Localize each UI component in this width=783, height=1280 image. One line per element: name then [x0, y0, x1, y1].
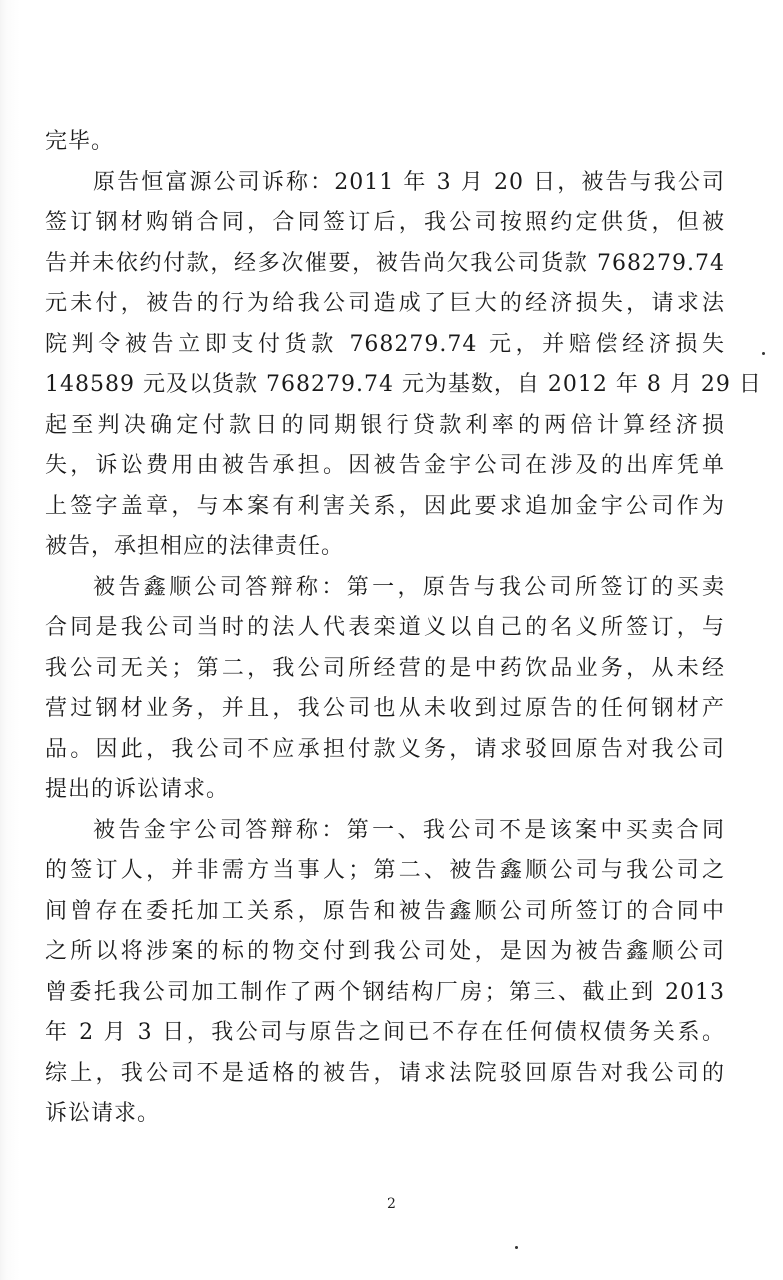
paragraph-line: 被告鑫顺公司答辩称：第一，原告与我公司所签订的买卖 [93, 574, 725, 600]
paragraph-line: 营过钢材业务，并且，我公司也从未收到过原告的任何钢材产 [45, 696, 725, 721]
paragraph-line: 间曾存在委托加工关系，原告和被告鑫顺公司所签订的合同中 [45, 898, 725, 924]
paragraph-line: 上签字盖章，与本案有利害关系，因此要求追加金宇公司作为 [45, 493, 725, 519]
paragraph-line: 的签订人，并非需方当事人；第二、被告鑫顺公司与我公司之 [45, 858, 725, 883]
paragraph-line: 年 2 月 3 日，我公司与原告之间已不存在任何债权债务关系。 [45, 1020, 725, 1045]
paragraph-line: 被告，承担相应的法律责任。 [45, 534, 345, 559]
paragraph-line: 被告金宇公司答辩称：第一、我公司不是该案中买卖合同 [93, 817, 725, 843]
paragraph-line: 品。因此，我公司不应承担付款义务，请求驳回原告对我公司 [45, 736, 725, 762]
paragraph-line: 综上，我公司不是适格的被告，请求法院驳回原告对我公司的 [45, 1060, 725, 1086]
paragraph-line: 签订钢材购销合同，合同签订后，我公司按照约定供货，但被 [45, 210, 725, 235]
paragraph-line: 诉讼请求。 [45, 1101, 161, 1126]
paragraph-line: 148589 元及以货款 768279.74 元为基数，自 2012 年 8 月 29 日 [45, 372, 762, 397]
scan-speck [515, 1246, 518, 1249]
paragraph-line: 之所以将涉案的标的物交付到我公司处，是因为被告鑫顺公司 [45, 939, 725, 964]
paragraph-line: 告并未依约付款，经多次催要，被告尚欠我公司货款 768279.74 [45, 250, 725, 276]
paragraph-line: 完毕。 [45, 129, 115, 154]
paragraph-line: 原告恒富源公司诉称：2011 年 3 月 20 日，被告与我公司 [93, 169, 725, 195]
paragraph-line: 合同是我公司当时的法人代表栾道义以自己的名义所签订，与 [45, 615, 725, 640]
paragraph-line: 曾委托我公司加工制作了两个钢结构厂房；第三、截止到 2013 [45, 979, 725, 1005]
paragraph-line: 起至判决确定付款日的同期银行贷款利率的两倍计算经济损 [45, 412, 725, 438]
paragraph-line: 元未付，被告的行为给我公司造成了巨大的经济损失，请求法 [45, 291, 725, 316]
paragraph-line: 院判令被告立即支付货款 768279.74 元，并赔偿经济损失 [45, 331, 725, 357]
document-body [45, 122, 762, 1135]
paragraph-line: 我公司无关；第二，我公司所经营的是中药饮品业务，从未经 [45, 655, 725, 681]
page-number: 2 [387, 1196, 396, 1212]
paragraph-line: 失，诉讼费用由被告承担。因被告金宇公司在涉及的出库凭单 [45, 453, 725, 478]
scan-speck [762, 352, 765, 355]
paragraph-line: 提出的诉讼请求。 [45, 777, 230, 802]
